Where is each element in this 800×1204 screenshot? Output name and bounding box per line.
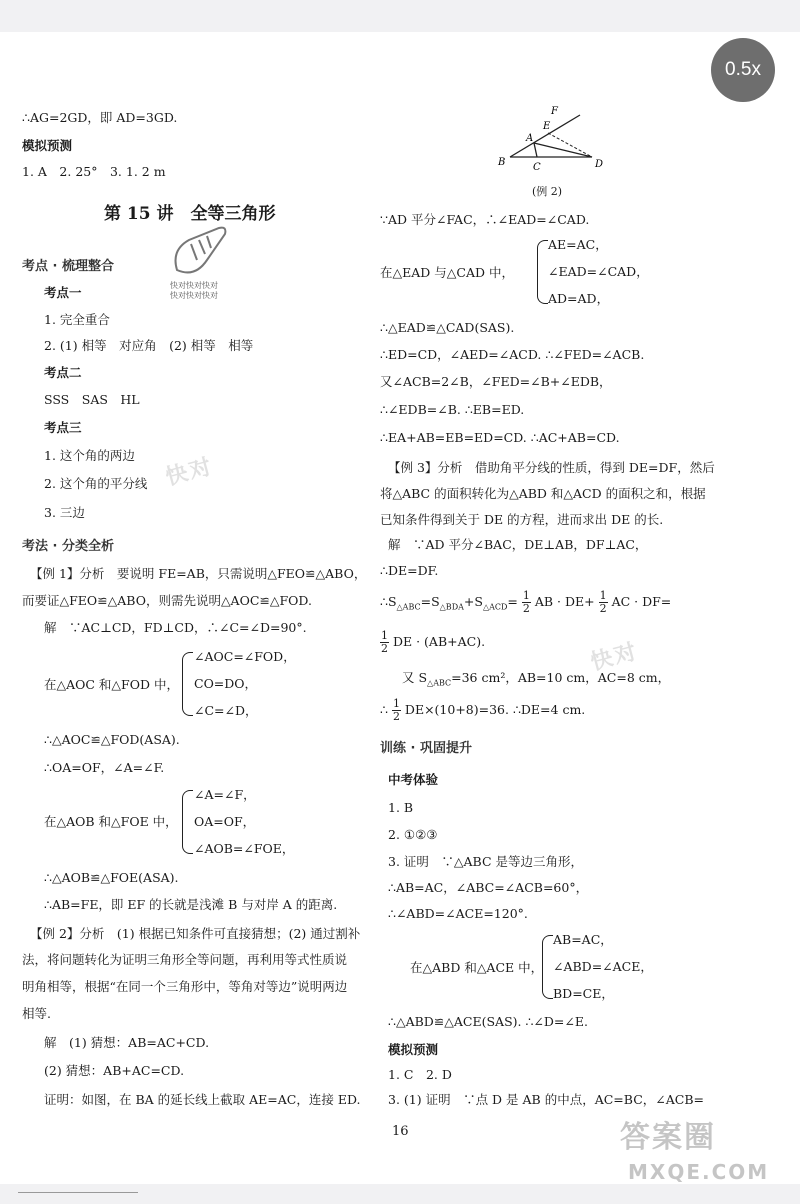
subheading: 模拟预测 xyxy=(22,138,73,153)
text-line: 在△AOB 和△FOE 中， xyxy=(44,814,178,829)
text-line: ∴EA+AB=EB=ED=CD. ∴AC+AB=CD. xyxy=(380,430,620,445)
slogan: 快对快对快对 xyxy=(170,291,218,300)
point-label: E xyxy=(543,121,551,132)
text-line: ∴△AOC≌△FOD(ASA). xyxy=(44,732,180,747)
text-line: ∴ED=CD，∠AED=∠ACD. ∴∠FED=∠ACB. xyxy=(380,347,645,362)
text-line: 1. 完全重合 xyxy=(44,312,110,327)
text-line: 证明：如图，在 BA 的延长线上截取 AE=AC，连接 ED. xyxy=(44,1092,361,1107)
text-line: ∴△ABD≌△ACE(SAS). ∴∠D=∠E. xyxy=(388,1014,588,1029)
text-line: ∴ $\frac{1}{2}$ DE×(10+8)=36. ∴DE=4 cm. xyxy=(380,697,586,724)
viewer-top-bar xyxy=(0,0,800,32)
section-heading: 考法 · 分类全析 xyxy=(22,539,114,554)
point-label: D xyxy=(595,159,604,170)
area-equation-cont: $\frac{1}{2}$ DE · (AB+AC). xyxy=(381,629,486,656)
text-line: 3. 三边 xyxy=(44,505,85,520)
watermark: 答案圈 xyxy=(620,1120,716,1155)
geometry-figure xyxy=(490,105,610,175)
text-line: 法，将问题转化为证明三角形全等问题，再利用等式性质说 xyxy=(22,952,348,967)
text-line: ∠EAD=∠CAD， xyxy=(548,264,649,279)
text-line: ∴OA=OF，∠A=∠F. xyxy=(44,760,165,775)
brace xyxy=(537,240,548,304)
text-line: 在△ABD 和△ACE 中， xyxy=(410,960,544,975)
text-line: 解 ∵AC⊥CD，FD⊥CD，∴∠C=∠D=90°. xyxy=(44,620,307,635)
fraction: $\frac{1}{2}$ xyxy=(522,589,530,616)
text-line: BD=CE， xyxy=(553,986,614,1001)
divider xyxy=(18,1192,138,1193)
point-label: A xyxy=(526,133,534,144)
text-line: ∠A=∠F， xyxy=(194,787,256,802)
text-line: ∠ABD=∠ACE， xyxy=(553,959,653,974)
text-line: 而要证△FEO≌△ABO，则需先说明△AOC≌△FOD. xyxy=(22,593,312,608)
text-line: ∴∠ABD=∠ACE=120°. xyxy=(388,906,528,921)
text-line: 【例 3】分析 借助角平分线的性质，得到 DE=DF，然后 xyxy=(388,460,715,475)
text-line: AD=AD， xyxy=(548,291,610,306)
subheading: 考点一 xyxy=(44,285,82,300)
text-line: (2) 猜想：AB+AC=CD. xyxy=(44,1063,185,1078)
text-line: AE=AC， xyxy=(548,237,608,252)
subheading: 考点三 xyxy=(44,420,82,435)
text-line: 已知条件得到关于 DE 的方程，进而求出 DE 的长. xyxy=(380,512,664,527)
text-line: 相等. xyxy=(22,1006,51,1021)
text-line: 在△EAD 与△CAD 中， xyxy=(380,265,514,280)
point-label: F xyxy=(551,106,558,117)
text-line: ∴△EAD≌△CAD(SAS). xyxy=(380,320,515,335)
text-line: ∴AB=FE，即 EF 的长就是浅滩 B 与对岸 A 的距离. xyxy=(44,897,338,912)
text-line: ∵AD 平分∠FAC，∴∠EAD=∠CAD. xyxy=(380,212,590,227)
text-line: OA=OF， xyxy=(194,814,256,829)
subheading: 考点二 xyxy=(44,365,82,380)
text-line: 1. B xyxy=(388,800,414,815)
text-line: ∴AG=2GD，即 AD=3GD. xyxy=(22,110,178,125)
viewer-bottom-bar xyxy=(0,1184,800,1204)
text-line: ∠AOB=∠FOE， xyxy=(194,841,295,856)
text-line: 3. (1) 证明 ∵点 D 是 AB 的中点，AC=BC，∠ACB= xyxy=(388,1092,704,1107)
watermark: 快对 xyxy=(588,639,641,676)
text-line: ∴∠EDB=∠B. ∴EB=ED. xyxy=(380,402,525,417)
point-label: C xyxy=(533,162,541,173)
text-line: 【例 1】分析 要说明 FE=AB，只需说明△FEO≌△ABO， xyxy=(30,566,367,581)
fraction: $\frac{1}{2}$ xyxy=(599,589,607,616)
point-label: B xyxy=(498,157,506,168)
text-line: 又∠ACB=2∠B，∠FED=∠B+∠EDB， xyxy=(380,374,612,389)
brace xyxy=(542,935,553,999)
carrot-mascot-icon xyxy=(167,220,237,280)
text-line: CO=DO， xyxy=(194,676,258,691)
page-number: 16 xyxy=(392,1124,409,1139)
text-line: 1. 这个角的两边 xyxy=(44,448,135,463)
text-line: ∴AB=AC，∠ABC=∠ACB=60°， xyxy=(388,880,589,895)
playback-speed-button[interactable]: 0.5x xyxy=(711,38,775,102)
text-line: 将△ABC 的面积转化为△ABD 和△ACD 的面积之和，根据 xyxy=(380,486,706,501)
text-line: 2. ①②③ xyxy=(388,827,438,842)
figure-caption: (例 2) xyxy=(532,185,563,198)
section-heading: 考点 · 梳理整合 xyxy=(22,259,114,274)
subheading: 模拟预测 xyxy=(388,1042,439,1057)
text-line: 解 (1) 猜想：AB=AC+CD. xyxy=(44,1035,210,1050)
text-line: SSS SAS HL xyxy=(44,392,140,407)
watermark: MXQE.COM xyxy=(628,1160,770,1184)
text-line: ∠AOC=∠FOD， xyxy=(194,649,296,664)
brace xyxy=(182,652,193,716)
text-line: AB=AC， xyxy=(553,932,613,947)
section-heading: 训练 · 巩固提升 xyxy=(380,741,472,756)
fraction: $\frac{1}{2}$ xyxy=(392,697,400,724)
text-line: 明角相等，根据“在同一个三角形中，等角对等边”说明两边 xyxy=(22,979,348,994)
fraction: $\frac{1}{2}$ xyxy=(381,629,388,656)
text-line: 解 ∵AD 平分∠BAC，DE⊥AB，DF⊥AC， xyxy=(388,537,648,552)
text-line: 又 $S_{\triangle ABC}=36$ cm²，AB=10 cm，AC=8 cm， xyxy=(402,670,671,688)
text-line: 在△AOC 和△FOD 中， xyxy=(44,677,179,692)
text-line: ∠C=∠D， xyxy=(194,703,258,718)
brace xyxy=(182,790,193,854)
text-line: 1. C 2. D xyxy=(388,1067,452,1082)
text-line: 2. 这个角的平分线 xyxy=(44,476,148,491)
subheading: 中考体验 xyxy=(388,772,439,787)
area-equation: $\therefore S_{\triangle ABC}=S_{\triangle BDA}+S_{\triangle ACD}=$ $\frac{1}{2}$ AB · DE+ $\frac{1}{2}$ AC · DF= xyxy=(380,589,672,616)
text-line: 3. 证明 ∵△ABC 是等边三角形， xyxy=(388,854,583,869)
lecture-title: 第 15 讲 全等三角形 xyxy=(104,204,276,224)
slogan: 快对快对快对 xyxy=(170,281,218,290)
text-line: 2. (1) 相等 对应角 (2) 相等 相等 xyxy=(44,338,254,353)
text-line: ∴△AOB≌△FOE(ASA). xyxy=(44,870,179,885)
text-line: 【例 2】分析 (1) 根据已知条件可直接猜想；(2) 通过割补 xyxy=(30,926,361,941)
watermark: 快对 xyxy=(163,454,216,491)
text-line: 1. A 2. 25° 3. 1. 2 m xyxy=(22,164,166,179)
text-line: ∴DE=DF. xyxy=(380,563,439,578)
